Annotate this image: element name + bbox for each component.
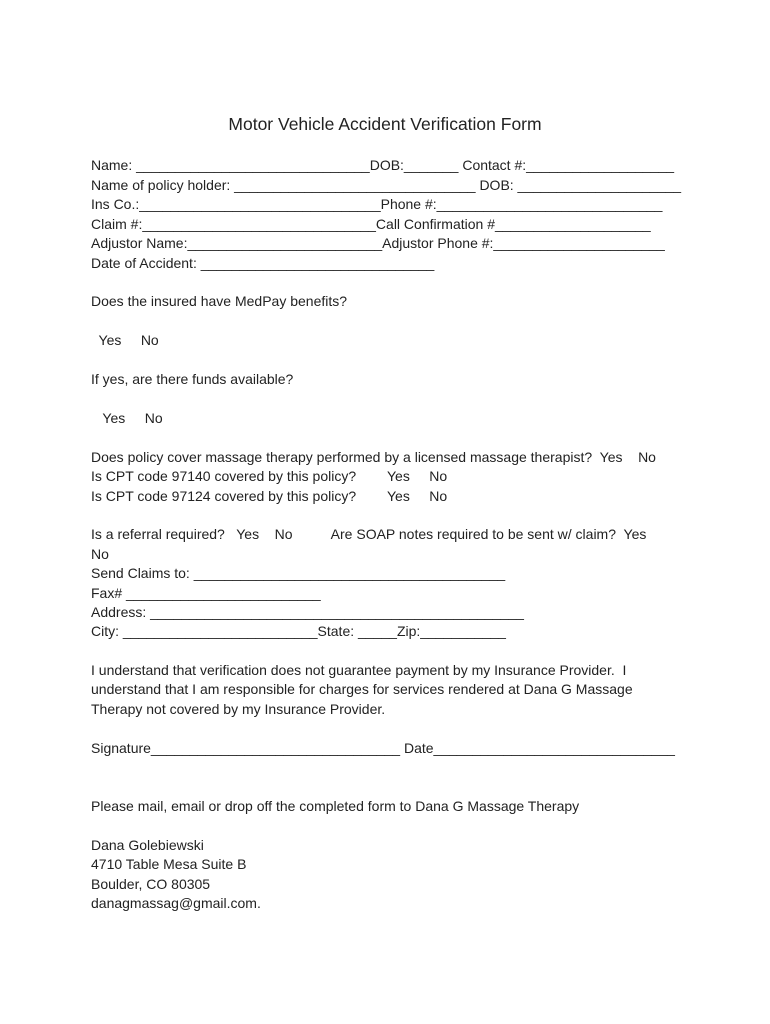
disclaimer-line-2: understand that I am responsible for charges for services rendered at Dana G Massage: [91, 681, 633, 697]
massage-coverage-question: Does policy cover massage therapy performed by a licensed massage therapist? Yes No: [91, 449, 656, 465]
disclaimer-line-3: Therapy not covered by my Insurance Provider.: [91, 701, 386, 717]
contact-email: danagmassag@gmail.com.: [91, 895, 261, 911]
address-line: Address: ________________________________________________: [91, 604, 524, 620]
cpt-97140-question: Is CPT code 97140 covered by this policy? Yes No: [91, 468, 448, 484]
medpay-question: Does the insured have MedPay benefits?: [91, 293, 348, 309]
name-dob-contact-line: Name: ______________________________DOB:_______ Contact #:___________________: [91, 157, 675, 173]
claim-confirmation-line: Claim #:______________________________Call Confirmation #____________________: [91, 216, 651, 232]
signature-date-line: Signature________________________________ Date_______________________________: [91, 740, 675, 756]
medpay-yes-no: Yes No: [91, 332, 159, 348]
fax-line: Fax# _________________________: [91, 585, 321, 601]
ins-co-phone-line: Ins Co.:_______________________________Phone #:_____________________________: [91, 196, 663, 212]
contact-street: 4710 Table Mesa Suite B: [91, 856, 247, 872]
cpt-97124-question: Is CPT code 97124 covered by this policy? Yes No: [91, 488, 448, 504]
form-title: Motor Vehicle Accident Verification Form: [228, 114, 542, 134]
disclaimer-line-1: I understand that verification does not guarantee payment by my Insurance Provider. I: [91, 662, 627, 678]
funds-yes-no: Yes No: [91, 410, 163, 426]
funds-question: If yes, are there funds available?: [91, 371, 294, 387]
contact-city: Boulder, CO 80305: [91, 876, 211, 892]
date-of-accident-line: Date of Accident: ______________________________: [91, 255, 435, 271]
contact-name: Dana Golebiewski: [91, 837, 204, 853]
city-state-zip-line: City: _________________________State: _____Zip:___________: [91, 623, 506, 639]
send-claims-line: Send Claims to: ________________________________________: [91, 565, 506, 581]
referral-soap-question: Is a referral required? Yes No Are SOAP notes required to be sent w/ claim? Yes: [91, 526, 647, 542]
soap-no-option: No: [91, 546, 109, 562]
adjustor-line: Adjustor Name:_________________________Adjustor Phone #:______________________: [91, 235, 665, 251]
policy-holder-line: Name of policy holder: _______________________________ DOB: _____________________: [91, 177, 682, 193]
mail-instructions: Please mail, email or drop off the completed form to Dana G Massage Therapy: [91, 798, 580, 814]
